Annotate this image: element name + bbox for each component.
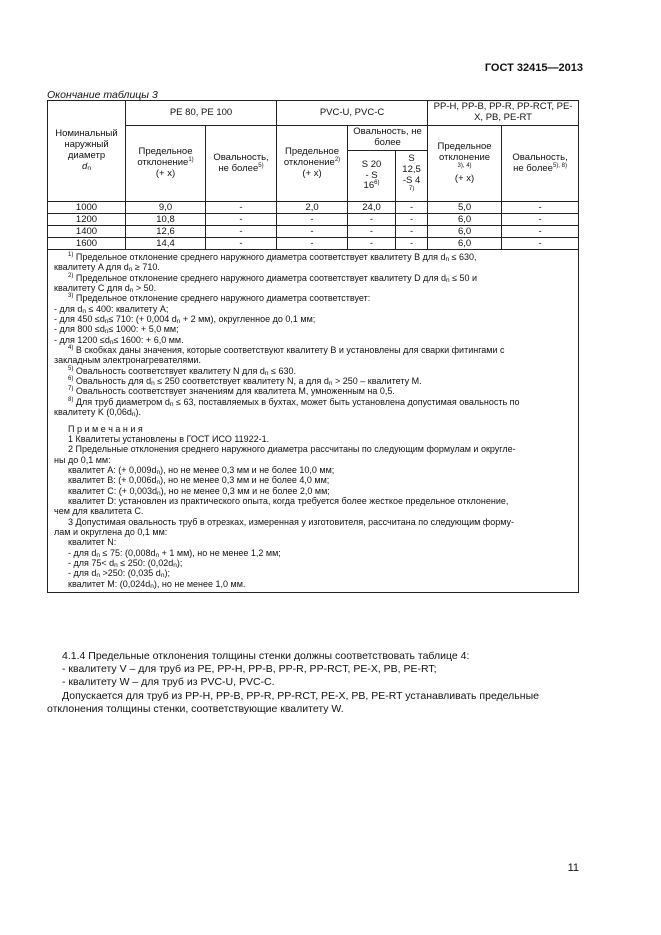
header-pvc-ovality: Овальность, не более (348, 126, 428, 151)
footnote-5: $^{5)}$ Овальность соответствует квалитету N для $d_n \le 630$. (68, 365, 296, 377)
group-header-pe: PE 80, PE 100 (126, 101, 277, 126)
group-header-pp: PP-H, PP-B, PP-R, PP-RCT, PE-X, PB, PE-RT (428, 101, 579, 126)
table-footnotes: $^{1)}$ Предельное отклонение среднего наружного диаметра соответствует квалитету B для $d_n \le 630$, квалитету A для $d_n \ge 710$. $^{2)}$ Предельное отклонение среднего наружного диаметра соответствует квалитету D для $d_n \le 50$ и квалитету C для $d_n > 50$. $^{3)}$ Предельное отклонение среднего наружного диаметра соответствует: - для $d_n \le 400$: квалитету A; - для $450 \le d_n\le 710$: (+ 0,004 $d_n + 2$ мм), округленное до 0,1 мм; - для $800 \le d_n\le 1000$: + 5,0 мм; - для $1200 \le d_n\le 1600$: + 6,0 мм. $^{4)}$ В скобках даны значения, которые соответствуют квалитету B и установлены для сварки фитингами с закладным электронагревателями. $^{5)}$ Овальность соответствует квалитету N для $d_n \le 630$. $^{6)}$ Овальность для $d_n \le 250$ соответствует квалитету N, а для $d_n > 250$ – квалитету M. $^{7)}$ Овальность соответствует значениям для квалитета M, умноженным на 0,5. $^{8)}$ Для труб диаметром $d_n \le 63$, поставляемых в бухтах, может быть установлена допустимая овальность по квалитету K $(0,06d_n)$. П р и м е ч а н и я 1 Квалитеты установлены в ГОСТ ИСО 11922-1. 2 Предельные отклонения среднего наружного диаметра рассчитаны по следующим формулам и округле- ны до 0,1 мм: квалитет A: (+ $0,009d_n$), но не менее 0,3 мм и не более 10,0 мм; квалитет B: (+ $0,006d_n$), но не менее 0,3 мм и не более 4,0 мм; квалитет C: (+ $0,003d_n$), но не менее 0,3 мм и не более 2,0 мм; квалитет D: установлен из практического опыта, когда требуется более жесткое предельное отклонение, чем для квалитета C. 3 Допустимая овальность труб в отрезках, измеренная у изготовителя, рассчитана по следующим форму- лам и округлена до 0,1 мм: квалитет N: - для $d_n \le 75$: ($0,008d_n + 1$ мм), но не менее 1,2 мм; - для $75< d_n \le 250$: $(0,02d_n)$; - для $d_n >250$: (0,035 $d_n$); квалитет M: $(0,024d_n)$, но не менее 1,0 мм. (48, 250, 579, 593)
col-header-diameter: Номинальный наружный диаметр $d_n$ (48, 101, 126, 202)
group-header-pvc: PVC-U, PVC-C (277, 101, 428, 126)
header-pe-ovality: Овальность, не более$^{5)}$ (206, 126, 277, 202)
footnote-4: $^{4)}$ В скобках даны значения, которые соответствуют квалитету B и установлены для сварки фитингами с (68, 345, 505, 356)
table-row: 1200 10,8 - - - - 6,0 - (48, 214, 579, 226)
list-item: - квалитету V – для труб из PE, PP-H, PP-B, PP-R, PP-RCT, PE-X, PB, PE-RT; (62, 663, 437, 676)
note-1: 1 Квалитеты установлены в ГОСТ ИСО 11922-1. (68, 433, 270, 444)
note-2: 2 Предельные отклонения среднего наружного диаметра рассчитаны по следующим формулам и округле- (68, 444, 516, 455)
body-text (47, 650, 578, 716)
header-pvc-s20: S 20 - S 16$^{6)}$ (348, 151, 396, 202)
header-pvc-s12: S 12,5 -S 4 $^{7)}$ (396, 151, 428, 202)
notes-title: П р и м е ч а н и я (68, 423, 143, 434)
table-caption: Окончание таблицы 3 (47, 89, 158, 101)
footnote-3: $^{3)}$ Предельное отклонение среднего наружного диаметра соответствует: (68, 293, 371, 304)
footnote-8: $^{8)}$ Для труб диаметром $d_n \le 63$, поставляемых в бухтах, может быть установлена допустимая овальность по (68, 396, 520, 408)
footnote-2: $^{2)}$ Предельное отклонение среднего наружного диаметра соответствует квалитету D для $d_n \le 50$ и (68, 272, 478, 284)
header-pp-deviation: Предельное отклонение $^{3), 4)}$ (+ x) (428, 126, 502, 202)
table-3 (47, 100, 579, 593)
document-id: ГОСТ 32415—2013 (484, 62, 583, 74)
header-pvc-deviation: Предельное отклонение$^{2)}$ (+ x) (277, 126, 348, 202)
header-pe-deviation: Предельное отклонение$^{1)}$ (+ x) (126, 126, 206, 202)
table-row: 1000 9,0 - 2,0 24,0 - 5,0 - (48, 202, 579, 214)
paragraph-cont: отклонения толщины стенки, соответствующие квалитету W. (47, 702, 344, 715)
list-item: - квалитету W – для труб из PVC-U, PVC-C. (62, 676, 275, 689)
footnote-1: $^{1)}$ Предельное отклонение среднего наружного диаметра соответствует квалитету B для $d_n \le 630$, (68, 252, 477, 263)
note-3: 3 Допустимая овальность труб в отрезках, измеренная у изготовителя, рассчитана по следующим форму- (68, 516, 514, 527)
page-number: 11 (567, 862, 579, 874)
footnote-6: $^{6)}$ Овальность для $d_n \le 250$ соответствует квалитету N, а для $d_n > 250$ – квалитету M. (68, 376, 422, 388)
table-row: 1400 12,6 - - - - 6,0 - (48, 226, 579, 238)
paragraph: Допускается для труб из PP-H, PP-B, PP-R, PP-RCT, PE-X, PB, PE-RT устанавливать предельные (62, 689, 539, 702)
paragraph-4-1-4: 4.1.4 Предельные отклонения толщины стенки должны соответствовать таблице 4: (62, 650, 470, 662)
footnote-7: $^{7)}$ Овальность соответствует значениям для квалитета M, умноженным на 0,5. (68, 386, 395, 397)
header-pp-ovality: Овальность, не более$^{5), 8)}$ (502, 126, 579, 202)
table-row: 1600 14,4 - - - - 6,0 - (48, 238, 579, 250)
